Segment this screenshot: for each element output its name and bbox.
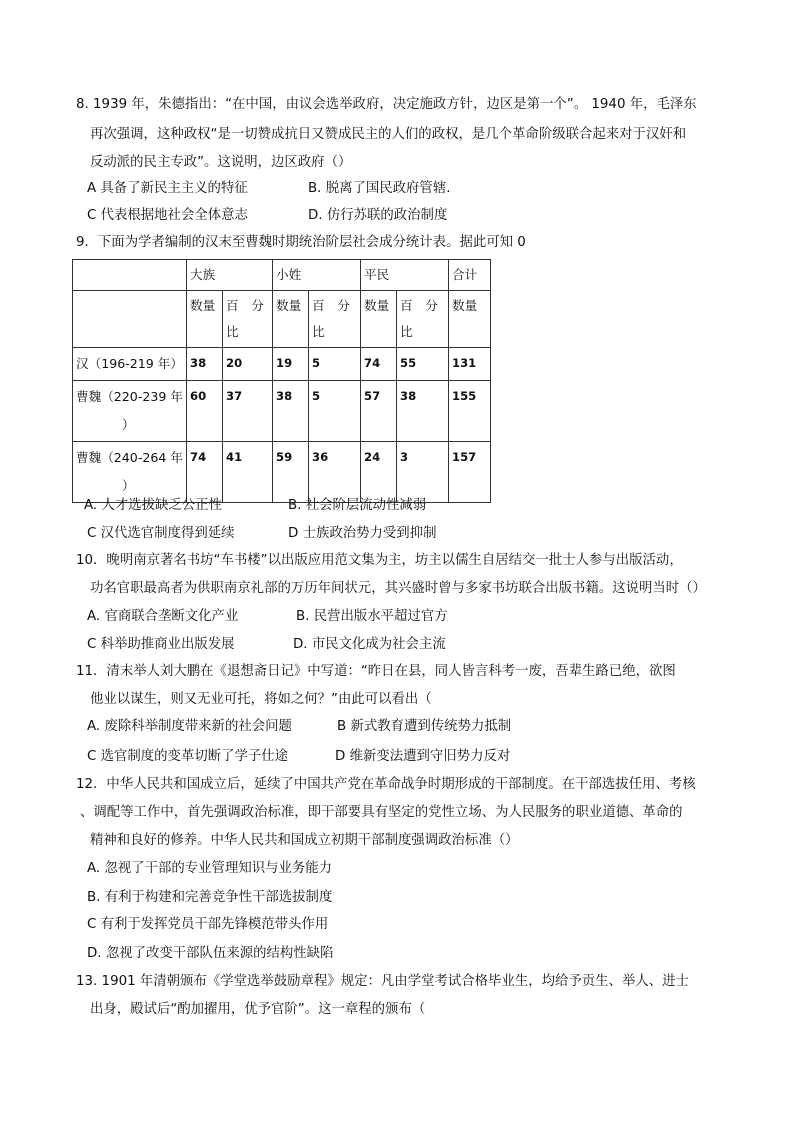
q10-line-2: 功名官职最高者为供职南京礼部的万历年间状元，其兴盛时曾与多家书坊联合出版书籍。这说明当时（）	[90, 581, 706, 596]
subheader-percent-a: 百 分	[226, 298, 264, 313]
subheader-percent-b: 比	[400, 324, 413, 339]
subheader-percent-a: 百 分	[312, 298, 350, 313]
table-blank	[73, 291, 187, 348]
q11-line-2: 他业以谋生，则又无业可托，将如之何？”由此可以看出（	[90, 692, 432, 707]
q13-line-2: 出身，殿试后“酌加擢用，优予官阶”。这一章程的颁布（	[90, 1002, 426, 1017]
table-cell: 41	[223, 442, 273, 503]
q8-option-a: A 具备了新民主主义的特征	[87, 181, 248, 196]
table-cell: 24	[361, 442, 397, 503]
subheader-percent	[223, 291, 273, 348]
q9-option-a: A. 人才选拔缺乏公正性	[84, 498, 222, 513]
q11-line-1: 11．清末举人刘大鹏在《退想斋日记》中写道：“昨日在县，同人皆言科考一废，吾辈生路已绝，欲图	[76, 664, 676, 679]
row-label-a: 汉（196-219 年）	[76, 356, 183, 371]
subheader-count: 数量	[361, 291, 397, 348]
q11-option-b: B 新式教育遭到传统势力抵制	[337, 719, 512, 734]
subheader-count: 数量	[187, 291, 223, 348]
table-cell: 157	[449, 442, 491, 503]
subheader-percent-b: 比	[312, 324, 325, 339]
group-header-total: 合计	[449, 260, 491, 291]
q12-line-1: 12．中华人民共和国成立后，延续了中国共产党在革命战争时期形成的干部制度。在干部选拔任用、考核	[76, 777, 696, 792]
group-header-small-surname: 小姓	[273, 260, 361, 291]
q12-option-d: D. 忽视了改变干部队伍来源的结构性缺陷	[87, 946, 334, 961]
q11-option-d: D 维新变法遭到守旧势力反对	[335, 749, 511, 764]
q9-option-c: C 汉代选官制度得到延续	[87, 526, 235, 541]
row-label-a: 曹魏（240-264 年	[76, 450, 183, 465]
table-row	[73, 442, 491, 503]
table-cell: 5	[309, 381, 361, 442]
table-cell: 3	[397, 442, 449, 503]
q8-line-1: 8. 1939 年，朱德指出：“在中国，由议会选举政府，决定施政方针，边区是第一个”。 1940 年，毛泽东	[76, 97, 697, 112]
q8-option-d: D. 仿行苏联的政治制度	[308, 208, 448, 223]
q12-option-a: A. 忽视了干部的专业管理知识与业务能力	[87, 861, 333, 876]
table-cell: 37	[223, 381, 273, 442]
row-label	[73, 348, 187, 381]
table-cell: 19	[273, 348, 309, 381]
table-row	[73, 381, 491, 442]
stats-table	[72, 259, 491, 503]
q9-option-b: B. 社会阶层流动性减弱	[288, 498, 427, 513]
table-cell: 5	[309, 348, 361, 381]
q8-option-b: B. 脱离了国民政府管辖.	[308, 181, 451, 196]
q13-line-1: 13. 1901 年清朝颁布《学堂选举鼓励章程》规定：凡由学堂考试合格毕业生，均给予贡生、举人、进士	[76, 974, 689, 989]
table-cell: 55	[397, 348, 449, 381]
table-cell: 74	[361, 348, 397, 381]
subheader-percent-a: 百 分	[400, 298, 438, 313]
table-cell: 74	[187, 442, 223, 503]
subheader-percent-b: 比	[226, 324, 239, 339]
q12-option-c: C 有利于发挥党员干部先锋模范带头作用	[87, 917, 329, 932]
q10-line-1: 10．晚明南京著名书坊“车书楼”以出版应用范文集为主，坊主以儒生自居结交一批士人参与出版活动，	[76, 553, 683, 568]
q12-option-b: B. 有利于构建和完善竞争性干部选拔制度	[87, 890, 333, 905]
subheader-percent	[309, 291, 361, 348]
q10-option-a: A. 官商联合垄断文化产业	[87, 609, 239, 624]
group-header-commoner: 平民	[361, 260, 449, 291]
row-label-b: ）	[122, 478, 135, 493]
table-corner	[73, 260, 187, 291]
table-cell: 36	[309, 442, 361, 503]
table-cell: 60	[187, 381, 223, 442]
table-cell: 59	[273, 442, 309, 503]
group-header-clan: 大族	[187, 260, 273, 291]
q8-line-3: 反动派的民主专政”。这说明，边区政府（）	[90, 155, 352, 170]
table-cell: 155	[449, 381, 491, 442]
row-label	[73, 442, 187, 503]
row-label	[73, 381, 187, 442]
subheader-count: 数量	[273, 291, 309, 348]
q9-line-1: 9．下面为学者编制的汉末至曹魏时期统治阶层社会成分统计表。据此可知 0	[76, 235, 526, 250]
subheader-count: 数量	[449, 291, 491, 348]
table-cell: 131	[449, 348, 491, 381]
row-label-b: ）	[122, 417, 135, 432]
q10-option-c: C 科举助推商业出版发展	[87, 637, 235, 652]
table-cell: 38	[187, 348, 223, 381]
q11-option-c: C 选官制度的变革切断了学子仕途	[87, 749, 289, 764]
q10-option-d: D. 市民文化成为社会主流	[293, 637, 446, 652]
table-cell: 38	[273, 381, 309, 442]
subheader-percent	[397, 291, 449, 348]
table-cell: 20	[223, 348, 273, 381]
table-row	[73, 348, 491, 381]
q12-line-3: 精神和良好的修养。中华人民共和国成立初期干部制度强调政治标准（）	[90, 833, 519, 848]
q8-option-c: C 代表根据地社会全体意志	[87, 208, 248, 223]
table-cell: 57	[361, 381, 397, 442]
q9-option-d: D 士族政治势力受到抑制	[288, 526, 437, 541]
table-cell: 38	[397, 381, 449, 442]
q8-line-2: 再次强调，这种政权“是一切赞成抗日又赞成民主的人们的政权，是几个革命阶级联合起来对于汉奸和	[90, 127, 687, 142]
q11-option-a: A. 废除科举制度带来新的社会问题	[87, 719, 292, 734]
row-label-a: 曹魏（220-239 年	[76, 389, 183, 404]
q12-line-2: 、调配等工作中，首先强调政治标准，即干部要具有坚定的党性立场、为人民服务的职业道德、革命的	[80, 805, 683, 820]
q10-option-b: B. 民营出版水平超过官方	[296, 609, 448, 624]
